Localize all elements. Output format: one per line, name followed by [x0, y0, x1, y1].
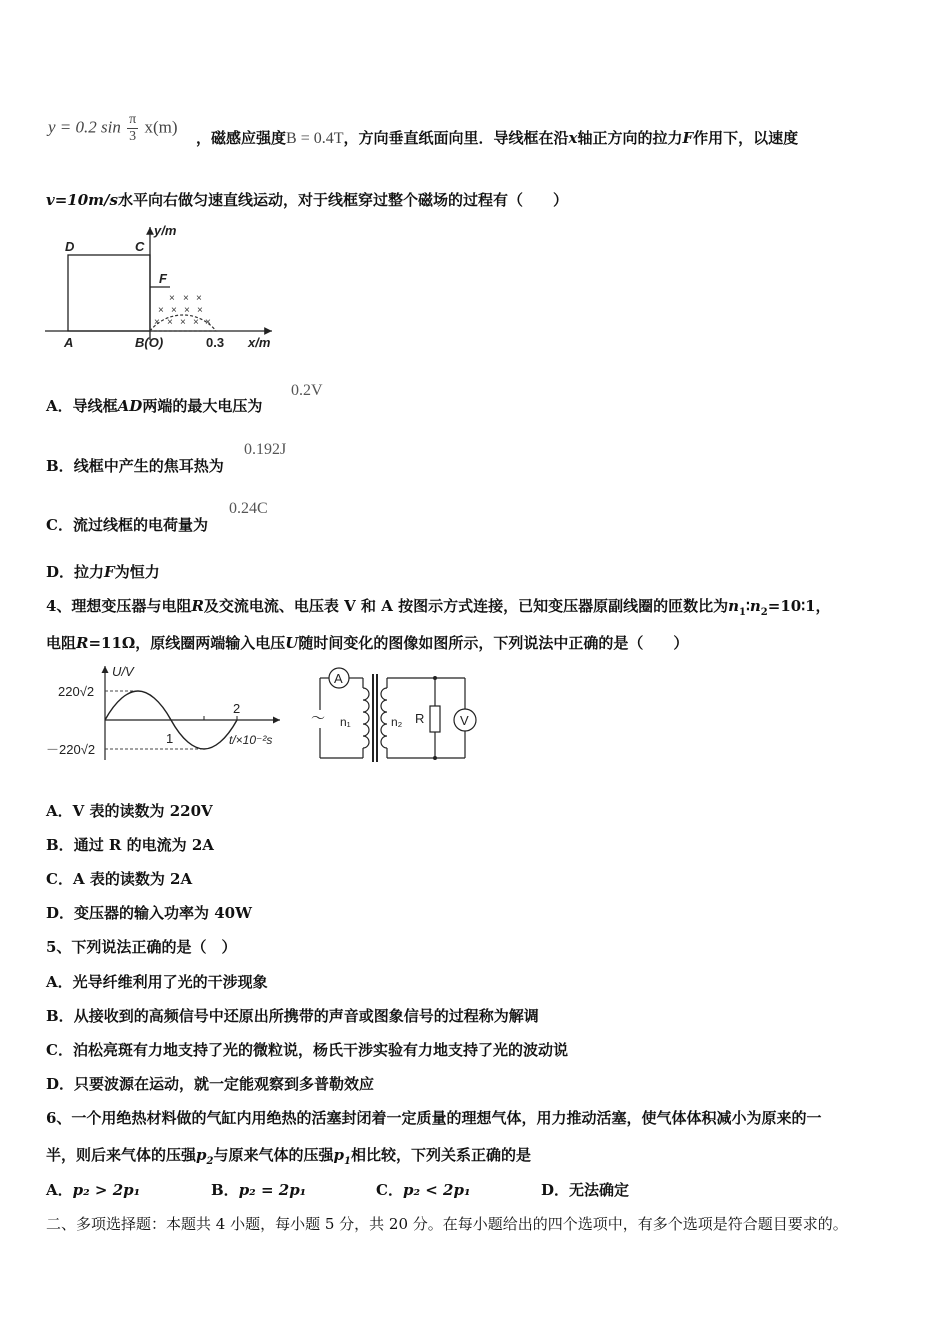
q4-option-c: [46, 868, 192, 889]
q3-line1-F: F: [682, 129, 694, 147]
field-mark: ×: [205, 317, 211, 328]
q6-option-d: [541, 1179, 629, 1200]
option-text: p₂ = 2p₁: [238, 1181, 307, 1199]
q6-option-c: [376, 1179, 471, 1200]
q3-formula-fraction: [127, 112, 138, 145]
option-text: 流过线框的电荷量为: [72, 516, 208, 534]
q4-line2-c: 随时间变化的图像如图所示，下列说法中正确的是（ ）: [298, 634, 689, 652]
field-mark: ×: [167, 317, 173, 328]
option-label: B．: [46, 836, 74, 854]
q3-line1-a: ，磁感应强度: [196, 129, 287, 147]
option-label: D．: [46, 1075, 75, 1093]
q6-line2: [46, 1144, 531, 1167]
q6-line2-b: 与原来气体的压强: [213, 1146, 334, 1164]
option-text: V 表的读数为 220V: [72, 802, 213, 820]
section-2-heading: 二、多项选择题：本题共 4 小题，每小题 5 分，共 20 分。在每小题给出的四个选项中，有多个选项是符合题目要求的。: [46, 1215, 848, 1233]
option-label: A．: [46, 397, 73, 415]
primary-coil: [363, 688, 369, 748]
q3-option-c-value: 0.24C: [229, 500, 268, 517]
q6-line1: 6、一个用绝热材料做的气缸内用绝热的活塞封闭着一定质量的理想气体，用力推动活塞，使气体体积减小为原来的一: [46, 1109, 822, 1127]
q3-line1-c: 轴正方向的拉力: [577, 129, 683, 147]
option-text2: 两端的最大电压为: [142, 397, 263, 415]
q3-line1-d: 作用下，以速度: [693, 129, 799, 147]
q3-formula: [48, 112, 177, 145]
option-text: p₂ < 2p₁: [402, 1181, 471, 1199]
n2-label: n₂: [391, 715, 403, 729]
q3-b-value: B = 0.4T: [286, 130, 344, 147]
option-label: C．: [376, 1181, 403, 1199]
q4-line2-b: =11Ω，原线圈两端输入电压: [88, 634, 286, 652]
q3-wire-frame: [68, 255, 150, 331]
q5-option-c: [46, 1039, 568, 1060]
q5-stem: 5、下列说法正确的是（ ）: [46, 938, 237, 956]
q3-option-c: [46, 514, 208, 535]
option-label: A．: [46, 973, 73, 991]
q3-label-B: B(O): [135, 335, 164, 350]
q3-line1-b: ，方向垂直纸面向里．导线框在沿: [343, 129, 569, 147]
field-mark: ×: [154, 317, 160, 328]
q3-label-C: C: [135, 239, 145, 254]
option-label: D．: [46, 904, 75, 922]
q4-line2-a: 电阻: [46, 634, 77, 652]
option-label: B．: [211, 1181, 239, 1199]
q4-line2: [46, 632, 688, 653]
q3-y-axis-label: y/m: [154, 223, 177, 238]
q4-line1-a: 4、理想变压器与电阻: [46, 597, 192, 615]
q3-option-a-value: 0.2V: [291, 382, 323, 399]
option-label: D．: [541, 1181, 570, 1199]
field-mark: ×: [197, 305, 203, 316]
option-label: B．: [46, 457, 74, 475]
q3-field-marks: [154, 293, 211, 328]
option-text: 拉力: [74, 563, 105, 581]
q4-line1-n2: n: [749, 597, 761, 615]
voltmeter-label: V: [460, 713, 469, 728]
q3-line2: [46, 189, 568, 210]
q3-line2-rest: 水平向右做匀速直线运动，对于线框穿过整个磁场的过程有（ ）: [117, 191, 568, 209]
option-text: 通过 R 的电流为 2A: [73, 836, 214, 854]
q3-frac-den: 3: [129, 129, 137, 144]
ammeter-label: A: [334, 671, 343, 686]
option-text2: 为恒力: [114, 563, 160, 581]
option-text: 无法确定: [569, 1181, 630, 1199]
resistor-label: R: [415, 711, 425, 726]
resistor-symbol: [430, 706, 440, 732]
q4-line2-U: U: [285, 634, 299, 652]
option-label: B．: [46, 1007, 74, 1025]
q4-line1-n1: n: [728, 597, 739, 615]
q3-label-D: D: [65, 239, 75, 254]
q6-p2: $p_2$: [196, 1146, 214, 1167]
option-label: C．: [46, 516, 73, 534]
q4-trough-label: －220√2: [46, 742, 96, 757]
q4-line2-R: R: [76, 634, 89, 652]
q3-option-b-value: 0.192J: [244, 441, 287, 458]
q3-line1-x: x: [568, 129, 578, 147]
q3-label-F: F: [159, 271, 167, 286]
option-text: 泊松亮斑有力地支持了光的微粒说，杨氏干涉实验有力地支持了光的波动说: [72, 1041, 568, 1059]
field-mark: ×: [196, 293, 202, 304]
option-text: A 表的读数为 2A: [72, 870, 193, 888]
q5-option-b: [46, 1005, 539, 1026]
secondary-coil: [381, 688, 387, 748]
option-text: 变压器的输入功率为 40W: [74, 904, 252, 922]
q3-option-b: [46, 455, 224, 476]
q6-p1: $p_1$: [333, 1146, 351, 1167]
option-label: D．: [46, 563, 75, 581]
field-mark: ×: [193, 317, 199, 328]
option-italic: F: [104, 563, 115, 581]
q3-x-axis-label: x/m: [248, 335, 271, 350]
q4-option-a: [46, 800, 213, 821]
option-text: 线框中产生的焦耳热为: [73, 457, 224, 475]
q3-formula-rhs: x(m): [144, 117, 178, 137]
option-text: 光导纤维利用了光的干涉现象: [72, 973, 268, 991]
q4-voltage-graph: [40, 660, 295, 765]
option-label: A．: [46, 802, 73, 820]
q5-option-d: [46, 1073, 374, 1094]
option-italic: AD: [117, 397, 143, 415]
q3-frac-num: π: [129, 112, 137, 127]
q4-peak-label: 220√2: [58, 684, 95, 699]
field-mark: ×: [158, 305, 164, 316]
option-text: 导线框: [72, 397, 118, 415]
field-mark: ×: [180, 317, 186, 328]
field-mark: ×: [171, 305, 177, 316]
q4-option-b: [46, 834, 214, 855]
q4-tick-2: 2: [233, 701, 241, 716]
field-mark: ×: [169, 293, 175, 304]
q4-line1-ratio: =10∶1，: [767, 597, 831, 615]
q6-option-b: [211, 1179, 306, 1200]
q3-figure: [40, 215, 290, 355]
option-text: 从接收到的高频信号中还原出所携带的声音或图象信号的过程称为解调: [73, 1007, 539, 1025]
q4-option-d: [46, 902, 252, 923]
q3-line1: [196, 127, 798, 148]
ac-source-icon: ～: [311, 710, 325, 726]
q6-option-a: [46, 1179, 140, 1200]
q4-line1-R: R: [191, 597, 204, 615]
q4-circuit: [305, 660, 490, 770]
q4-y-axis-label: U/V: [112, 664, 134, 679]
q3-label-A: A: [64, 335, 74, 350]
field-mark: ×: [184, 305, 190, 316]
q4-line1: 4、理想变压器与电阻R及交流电流、电压表 V 和 A 按图示方式连接，已知变压器原副线圈的匝数比为$n_1∶n_2=10∶1$，: [46, 597, 831, 618]
n1-label: n₁: [340, 715, 351, 729]
q3-line2-v: v=10m/s: [46, 191, 118, 209]
q4-line1-b: 及交流电流、电压表 V 和 A 按图示方式连接，已知变压器原副线圈的匝数比为: [203, 597, 729, 615]
option-text: p₂ > 2p₁: [72, 1181, 141, 1199]
q3-option-a: [46, 395, 262, 416]
q3-label-03: 0.3: [206, 335, 225, 350]
q4-x-axis-label: t/×10⁻²s: [229, 733, 273, 747]
q6-line2-c: 相比较，下列关系正确的是: [350, 1146, 531, 1164]
q3-option-d: [46, 561, 160, 582]
option-label: C．: [46, 870, 73, 888]
q5-option-a: [46, 971, 268, 992]
q6-line2-a: 半，则后来气体的压强: [46, 1146, 197, 1164]
q3-formula-lhs: y = 0.2 sin: [48, 117, 121, 137]
option-label: A．: [46, 1181, 73, 1199]
q4-tick-1: 1: [166, 731, 174, 746]
option-text: 只要波源在运动，就一定能观察到多普勒效应: [74, 1075, 375, 1093]
option-label: C．: [46, 1041, 73, 1059]
field-mark: ×: [183, 293, 189, 304]
